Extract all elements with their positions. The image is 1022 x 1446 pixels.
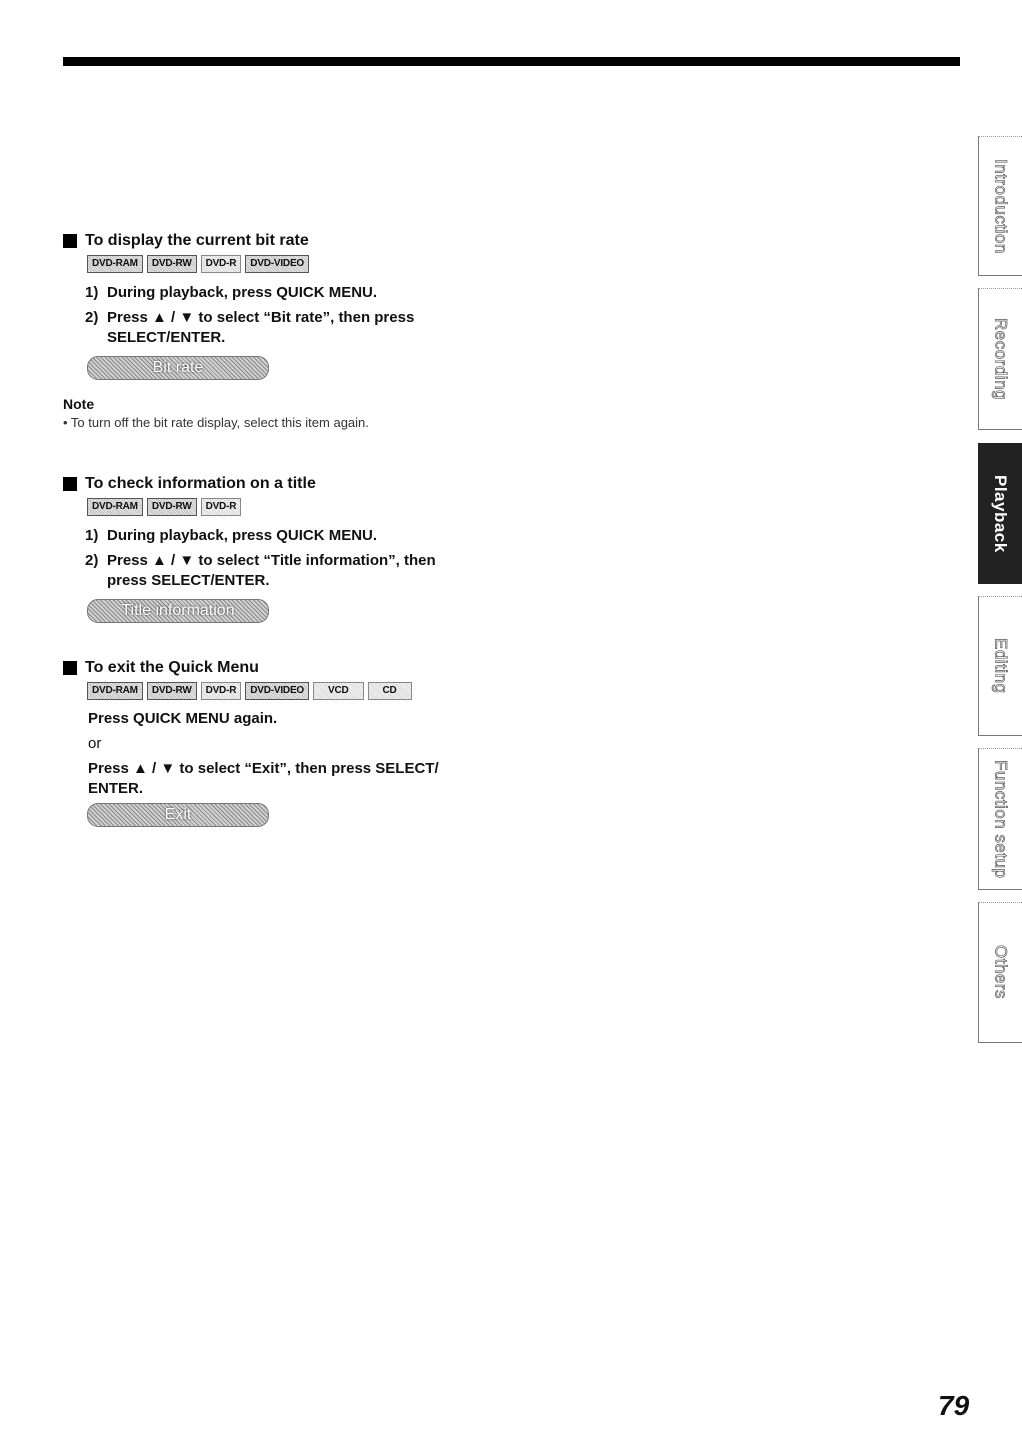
badge-dvd-r: DVD-R [201,255,242,273]
section-title-information [63,473,436,623]
step-2: 2) Press ▲ / ▼ to select “Title information”, then press SELECT/ENTER. [85,552,436,589]
section-heading: To exit the Quick Menu [63,657,439,679]
badge-dvd-ram: DVD-RAM [87,255,143,273]
badge-dvd-r: DVD-R [201,682,242,700]
bullet-square-icon [63,477,77,491]
tab-recording: Recording [978,288,1022,430]
badge-dvd-ram: DVD-RAM [87,682,143,700]
tab-introduction: Introduction [978,136,1022,276]
note-text: • To turn off the bit rate display, select this item again. [63,415,369,430]
badge-dvd-video: DVD-VIDEO [245,255,309,273]
badge-dvd-rw: DVD-RW [147,255,197,273]
section-exit-quick-menu [63,657,439,827]
section-bit-rate [63,230,414,430]
badge-dvd-r: DVD-R [201,498,242,516]
badge-dvd-rw: DVD-RW [147,682,197,700]
bullet-square-icon [63,234,77,248]
title-information-menu-button: Title information [87,599,269,623]
tab-editing: Editing [978,596,1022,736]
step-2: 2) Press ▲ / ▼ to select “Bit rate”, then press SELECT/ENTER. [85,309,415,346]
badge-vcd: VCD [313,682,364,700]
page-number: 79 [938,1390,970,1421]
bit-rate-menu-button: Bit rate [87,356,269,380]
or-text: or [88,735,102,752]
bullet-square-icon [63,661,77,675]
disc-badges [87,498,436,516]
exit-menu-button: Exit [87,803,269,827]
disc-badges [87,255,414,273]
top-rule [63,57,960,66]
exit-instruction-2: Press ▲ / ▼ to select “Exit”, then press SELECT/ [88,760,439,777]
exit-instruction-1: Press QUICK MENU again. [88,710,278,727]
badge-dvd-video: DVD-VIDEO [245,682,309,700]
step-1: 1) During playback, press QUICK MENU. [85,527,378,544]
step-1: 1) During playback, press QUICK MENU. [85,284,378,301]
tab-others: Others [978,902,1022,1043]
section-heading: To display the current bit rate [63,230,414,252]
section-heading: To check information on a title [63,473,436,495]
note-label: Note [63,396,95,412]
exit-instruction-2-cont: ENTER. [88,780,144,797]
tab-function-setup: Function setup [978,748,1022,890]
disc-badges [87,682,439,700]
badge-dvd-ram: DVD-RAM [87,498,143,516]
tab-playback: Playback [978,443,1022,584]
badge-cd: CD [368,682,412,700]
badge-dvd-rw: DVD-RW [147,498,197,516]
